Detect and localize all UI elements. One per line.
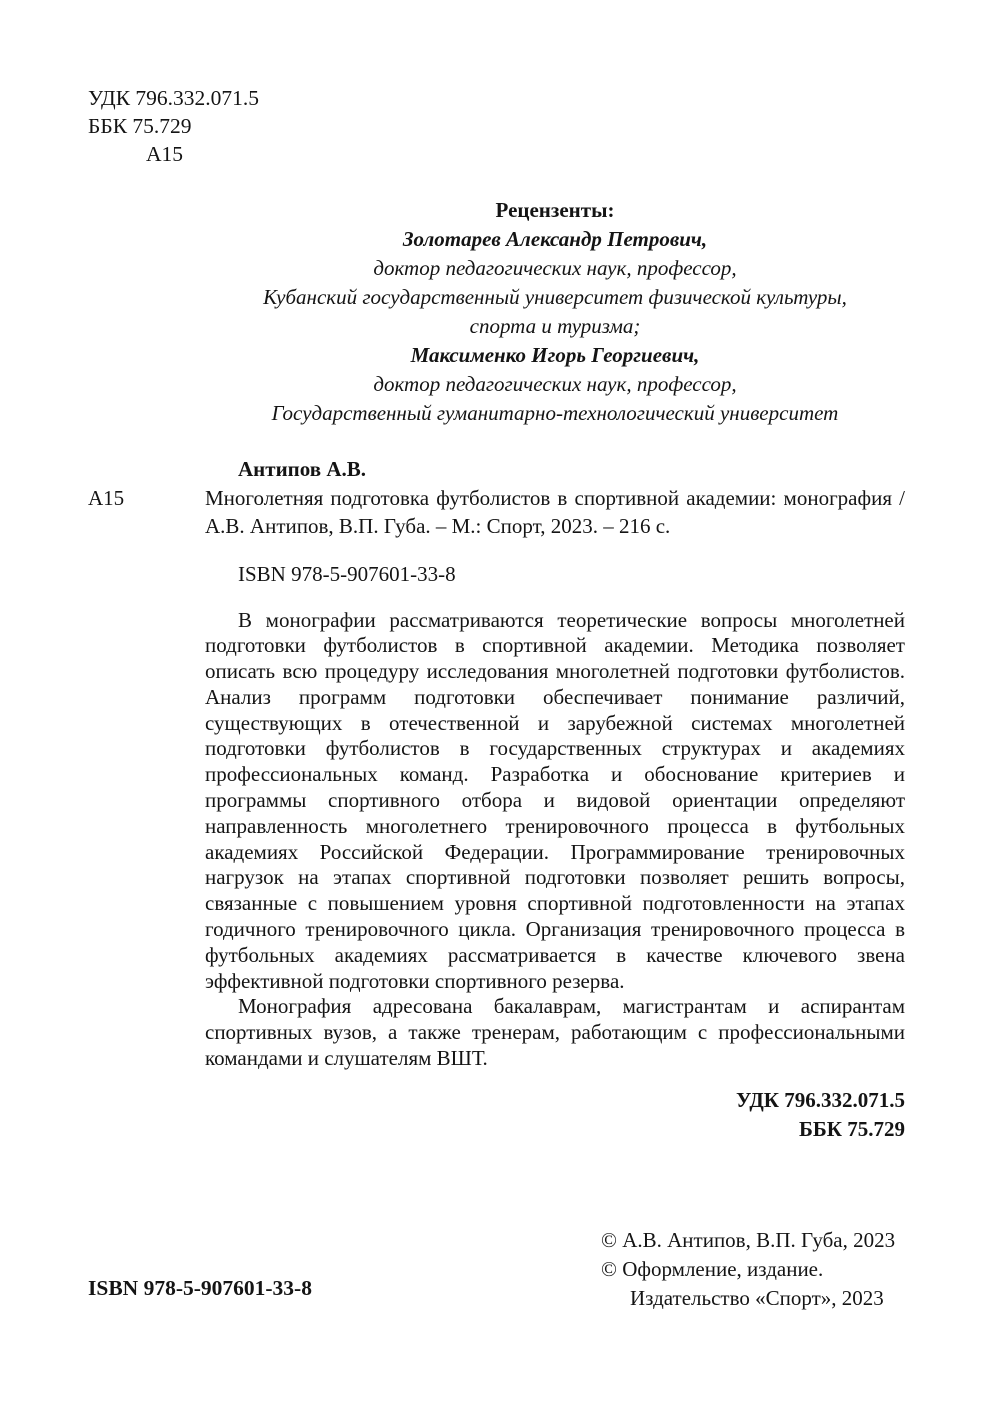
copyright-line-design: © Оформление, издание. [601,1257,824,1281]
annotation-block [205,608,905,1072]
reviewer-title: доктор педагогических наук, профессор, [373,372,737,396]
copyright-line-publisher: Издательство «Спорт», 2023 [630,1286,884,1310]
reviewers-block [205,196,905,428]
udk-code-bottom: УДК 796.332.071.5 [736,1087,905,1112]
reviewer-affiliation-cont: спорта и туризма; [469,314,641,338]
reviewer-name: Максименко Игорь Георгиевич, [410,343,700,367]
copyright-line-authors: © А.В. Антипов, В.П. Губа, 2023 [601,1228,896,1252]
main-text-column [88,0,905,1144]
author-sign-margin: А15 [88,485,125,510]
bibliographic-entry: Многолетняя подготовка футболистов в спортивной академии: монография / А.В. Антипов, В.П. Губа. – М.: Спорт, 2023. – 216 с. [205,485,905,538]
bbk-code-bottom: ББК 75.729 [799,1116,905,1141]
book-author: Антипов А.В. [238,457,367,481]
reviewer-affiliation: Кубанский государственный университет физической культуры, [263,285,847,309]
annotation-paragraph-2: Монография адресована бакалаврам, магистрантам и аспирантам спортивных вузов, а также тренерам, работающим с профессиональными командами и слушателям ВШТ. [205,994,905,1071]
author-sign-top: А15 [146,142,184,166]
classification-codes-bottom [205,1086,905,1144]
copyright-block [601,1226,895,1313]
udk-code-top: УДК 796.332.071.5 [88,86,260,110]
annotation-paragraph-1: В монографии рассматриваются теоретические вопросы многолетней подготовки футболистов в спортивной академии. Методика позволяет описать всю процедуру исследования многолетней подготовки футболистов. Анализ программ подготовки обеспечивает понимание различий, существующих в отечественной и зарубежной системах многолетней подготовки футболистов в государственных структурах и академиях профессиональных команд. Разработка и обоснование критериев и программы спортивного отбора и видовой ориентации определяют направленность многолетнего тренировочного процесса в футбольных академиях Российской Федерации. Программирование тренировочных нагрузок на этапах спортивной подготовки позволяет решить вопросы, связанные с повышением уровня спортивной подготовленности на этапах годичного тренировочного цикла. Организация тренировочного процесса в футбольных академиях рассматривается в качестве ключевого звена эффективной подготовки спортивного резерва. [205,607,905,993]
bbk-code-top: ББК 75.729 [88,114,192,138]
reviewer-name: Золотарев Александр Петрович, [402,227,708,251]
reviewer-title: доктор педагогических наук, профессор, [373,256,737,280]
isbn-footer: ISBN 978-5-907601-33-8 [88,1276,312,1300]
bibliographic-record [88,455,905,541]
reviewer-affiliation: Государственный гуманитарно-технологический университет [271,401,839,425]
isbn-line: ISBN 978-5-907601-33-8 [238,561,456,586]
reviewers-heading: Рецензенты: [495,198,615,222]
